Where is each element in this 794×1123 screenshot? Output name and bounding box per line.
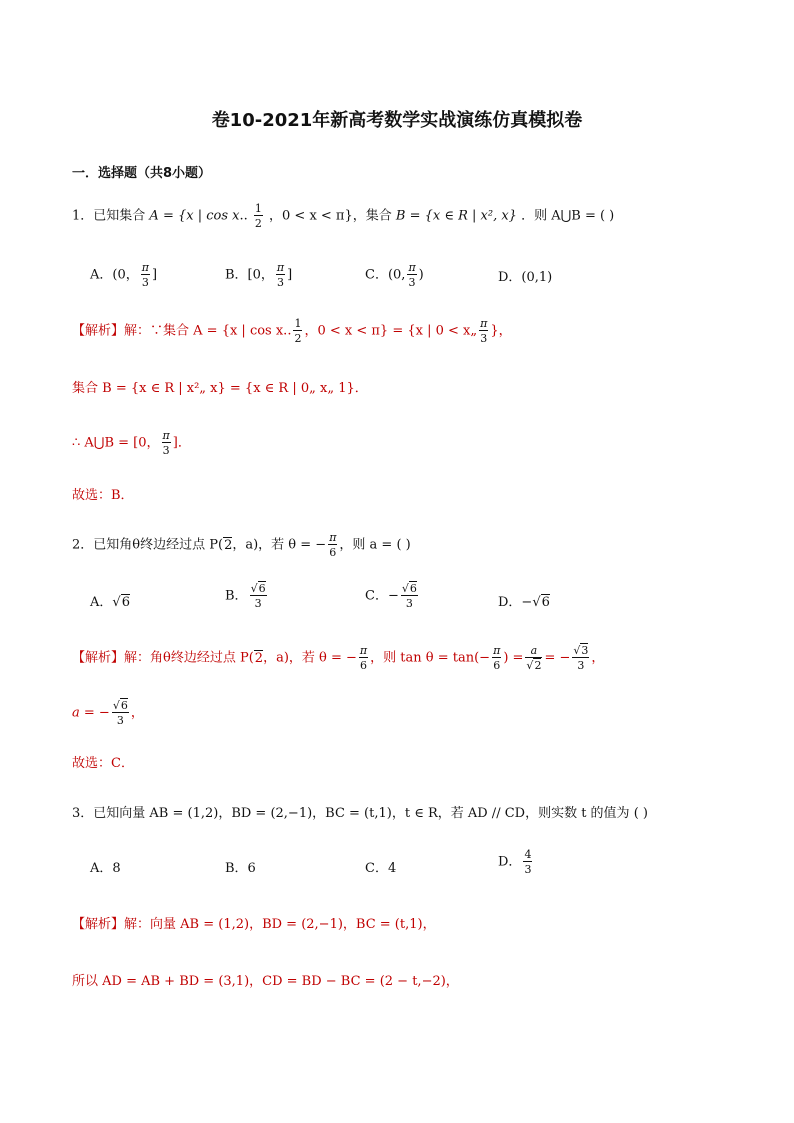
question-2-stem: 2．已知角θ终边经过点 P(2，a)，若 θ = − $\frac{\pi}{6}$ ，则 a = ( ) bbox=[72, 531, 411, 559]
q1-stem-suffix: ．则 A⋃B = ( ) bbox=[521, 208, 615, 224]
q1-analysis-line-3: ∴ A⋃B = [0， $\frac{\pi}{3}$ ]． bbox=[72, 429, 191, 457]
q3-analysis-tag: 【解析】 bbox=[72, 917, 125, 932]
q3-option-b: B．6 bbox=[225, 861, 256, 876]
q1-set-a: A = {x | cos x bbox=[149, 208, 240, 224]
q1-analysis-line-2: 集合 B = {x ∈ R | x²„ x} = {x ∈ R | 0„ x„ 1}． bbox=[72, 381, 368, 396]
q1-set-b: B = {x ∈ R | x², x} bbox=[395, 208, 517, 224]
q2-analysis-line-1: 【解析】解：角θ终边经过点 P(2，a)，若 θ = − $\frac{\pi}{6}$ ，则 tan θ = tan(− $\frac{\pi}{6}$ ) = $\frac{a}{√2}$ = − $\frac{√3}{3}$ ， bbox=[72, 644, 605, 672]
q2-analysis-line-2: a = − $\frac{√6}{3}$ ， bbox=[72, 699, 144, 727]
q3-analysis-line-2: 所以 AD = AB + BD = (3,1)，CD = BD − BC = (2 − t,−2)， bbox=[72, 974, 459, 989]
question-1-stem bbox=[72, 203, 614, 229]
q2-option-a: A．√6 bbox=[90, 595, 130, 610]
q1-analysis-line-1: 【解析】解：∵集合 A = {x | cos x.. $\frac{1}{2}$ ，0 < x < π} = {x | 0 < x„ $\frac{\pi}{3}$ }， bbox=[72, 317, 512, 345]
q3-analysis-line-1: 【解析】解：向量 AB = (1,2)，BD = (2,−1)，BC = (t,1)， bbox=[72, 917, 436, 932]
q1-analysis-tag: 【解析】 bbox=[72, 323, 125, 339]
q3-option-a: A．8 bbox=[90, 861, 121, 876]
page-title: 卷10-2021年新高考数学实战演练仿真模拟卷 bbox=[211, 110, 583, 131]
q2-analysis-tag: 【解析】 bbox=[72, 650, 125, 666]
q1-option-b: B．[0， $\frac{\pi}{3}$ ] bbox=[225, 261, 293, 289]
q2-sqrt-2: 2 bbox=[224, 537, 233, 553]
section-heading: 一．选择题（共8小题） bbox=[72, 166, 212, 181]
q1-set-a-tail: ，0 < x < π}，集合 bbox=[269, 208, 392, 224]
q1-option-a: A．(0， $\frac{\pi}{3}$ ] bbox=[90, 261, 158, 289]
q2-option-c: C．− $\frac{√6}{3}$ bbox=[365, 582, 417, 610]
q2-option-d: D．−√6 bbox=[498, 595, 550, 610]
q2-answer: 故选：C． bbox=[72, 756, 134, 771]
q3-option-d: D． $\frac{4}{3}$ bbox=[498, 848, 532, 876]
question-3-stem: 3．已知向量 AB = (1,2)，BD = (2,−1)，BC = (t,1)，t ∈ R，若 AD // CD，则实数 t 的值为 ( ) bbox=[72, 806, 648, 821]
q1-fraction-half: $\frac{1}{2}$ bbox=[254, 202, 262, 230]
q2-option-b: B． $\frac{√6}{3}$ bbox=[225, 582, 266, 610]
q1-answer: 故选：B． bbox=[72, 488, 134, 503]
q1-stem-prefix: 1．已知集合 bbox=[72, 208, 146, 224]
q1-option-c: C．(0, $\frac{\pi}{3}$ ) bbox=[365, 261, 424, 289]
q1-option-d: D．(0,1) bbox=[498, 270, 553, 285]
q1-set-a-cmp: .. bbox=[239, 208, 248, 224]
q3-option-c: C．4 bbox=[365, 861, 397, 876]
